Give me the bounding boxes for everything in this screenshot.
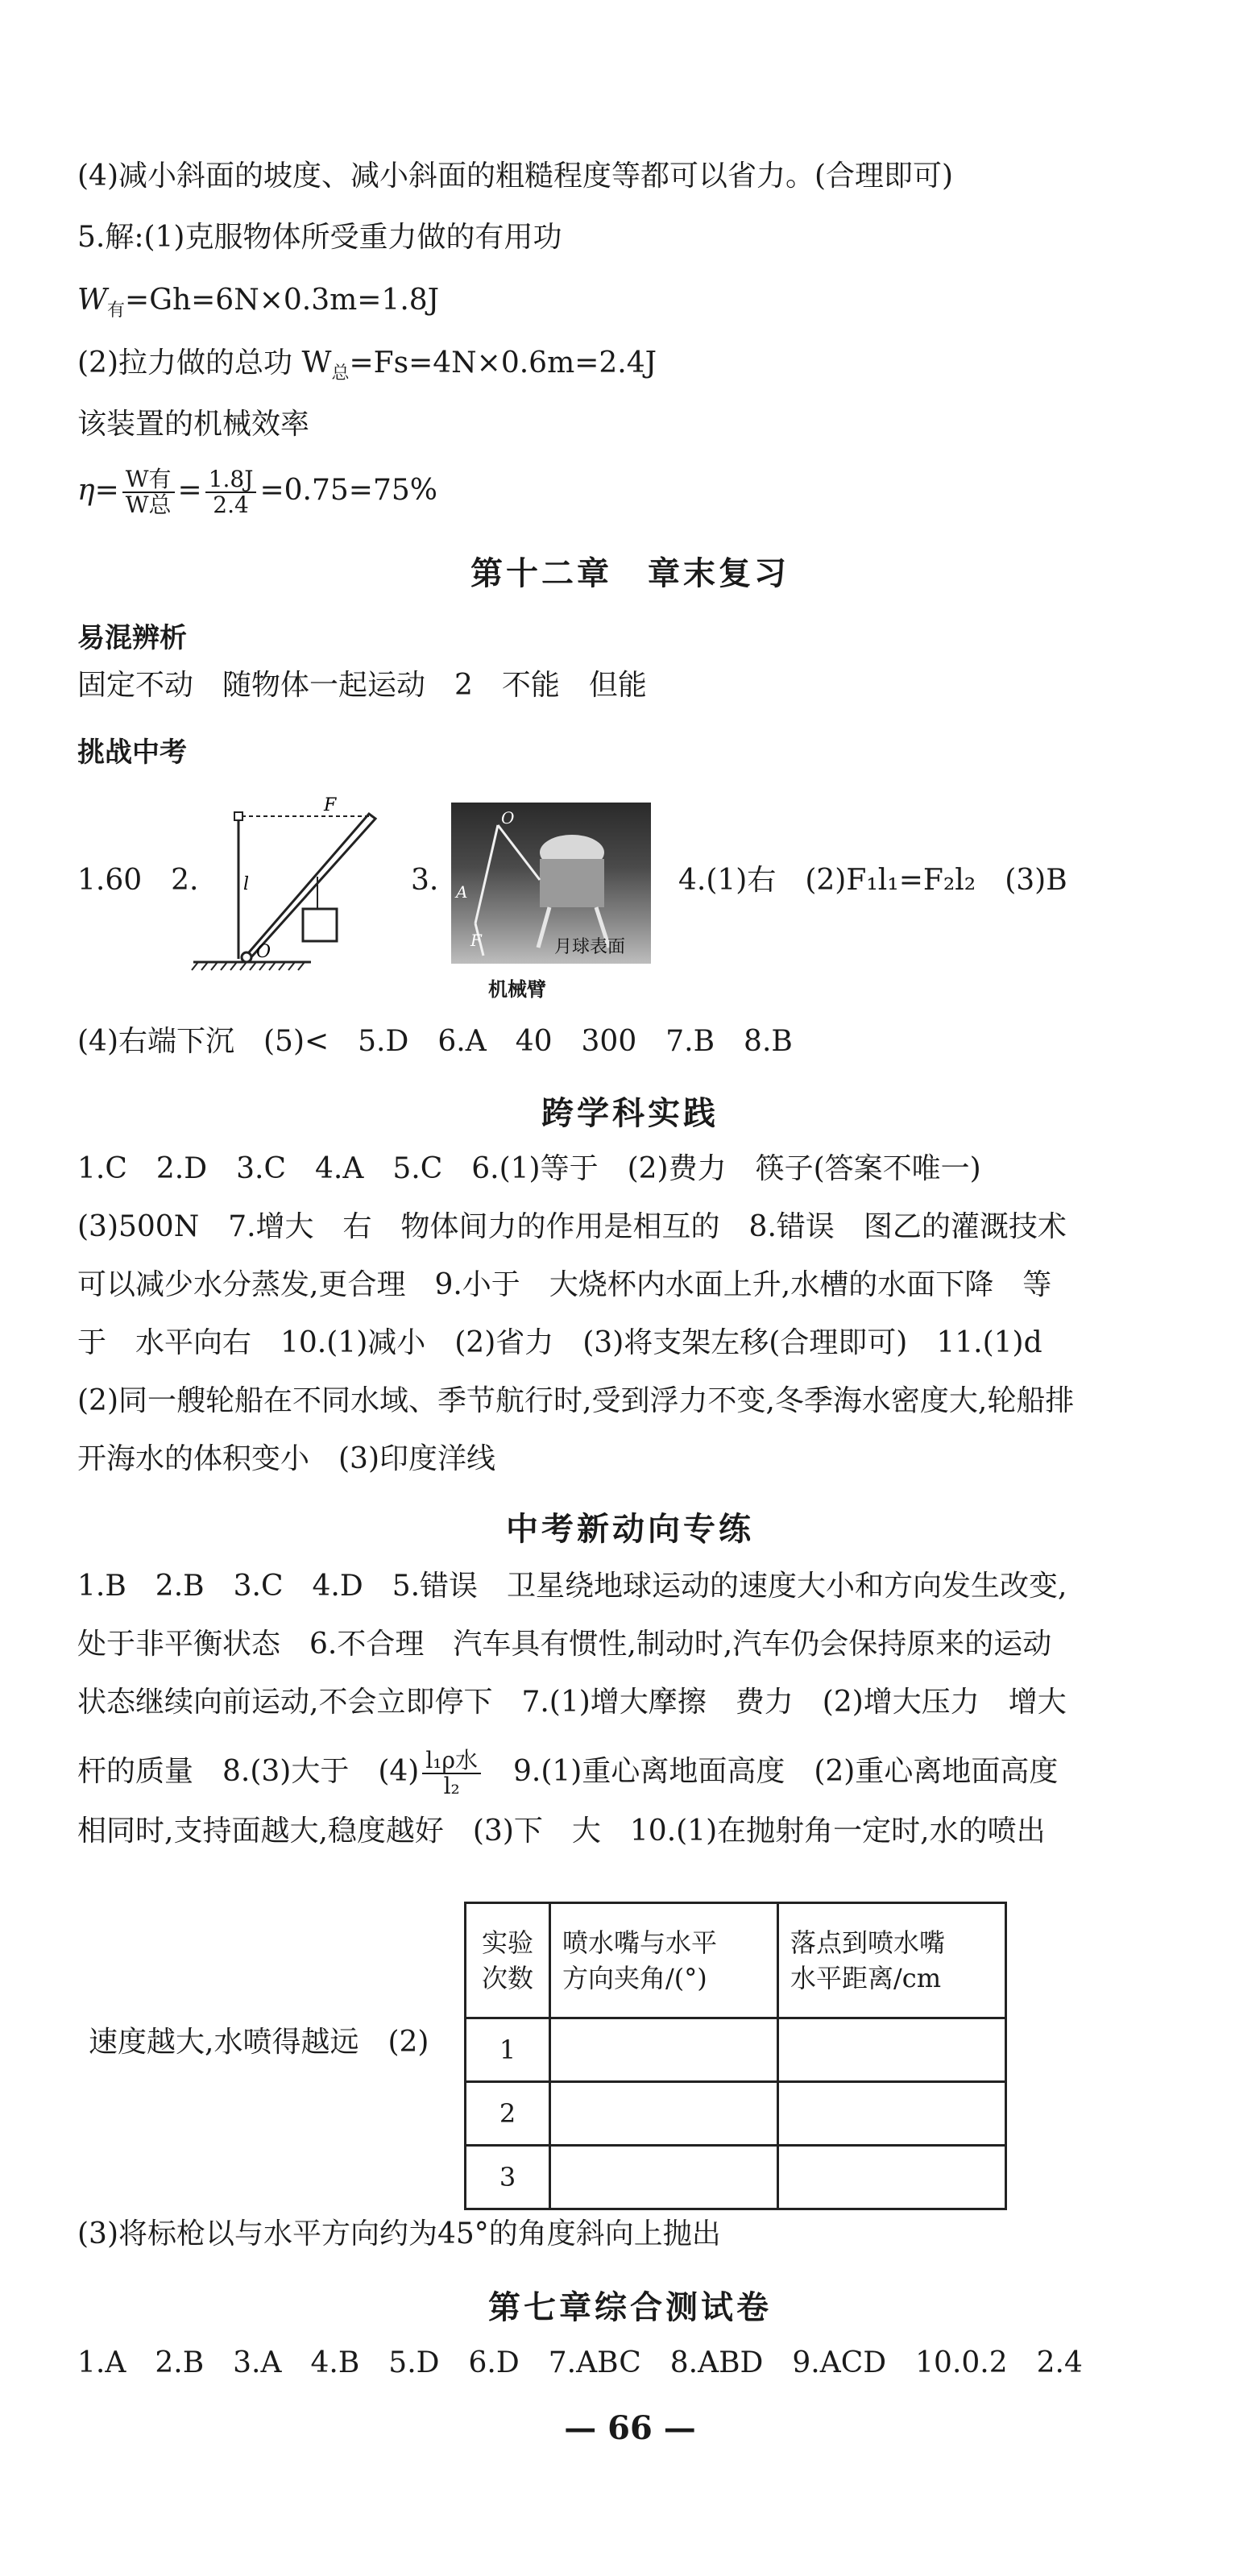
denominator: 2.4	[213, 492, 249, 518]
numerator: 1.8J	[205, 467, 257, 493]
table-cell: 2	[466, 2082, 550, 2146]
answer-line: 速度越大,水喷得越远 (2)	[89, 2026, 429, 2059]
section-heading: 跨学科实践	[541, 1095, 719, 1132]
fraction	[122, 467, 175, 517]
answer-line: 该装置的机械效率	[77, 408, 310, 441]
answer-line: 处于非平衡状态 6.不合理 汽车具有惯性,制动时,汽车仍会保持原来的运动	[77, 1628, 1052, 1661]
answer-line: 1.A 2.B 3.A 4.B 5.D 6.D 7.ABC 8.ABD 9.ACD 10.0.2 2.4	[77, 2346, 1083, 2379]
lever-diagram	[190, 790, 392, 975]
table-cell: 1	[466, 2018, 550, 2082]
header-line: 水平距离/cm	[790, 1963, 942, 1993]
answer-line: 可以减少水分蒸发,更合理 9.小于 大烧杯内水面上升,水槽的水面下降 等	[77, 1268, 1052, 1301]
table-header-row	[466, 1903, 1006, 2018]
answer-line: 4.(1)右 (2)F₁l₁=F₂l₂ (3)B	[678, 864, 1067, 897]
answer-line: (4)减小斜面的坡度、减小斜面的粗糙程度等都可以省力。(合理即可)	[77, 160, 954, 193]
section-heading: 中考新动向专练	[506, 1511, 754, 1548]
text-segment: 9.(1)重心离地面高度 (2)重心离地面高度	[484, 1755, 1059, 1788]
fraction	[422, 1748, 481, 1798]
text-segment: 杆的质量 8.(3)大于 (4)	[77, 1755, 420, 1788]
answer-line: (2)同一艘轮船在不同水域、季节航行时,受到浮力不变,冬季海水密度大,轮船排	[77, 1384, 1075, 1417]
subsection-heading: 易混辨析	[77, 622, 187, 654]
formula-rest: =0.75=75%	[259, 474, 437, 507]
symbol-w: W	[77, 284, 108, 317]
table-cell	[778, 2018, 1006, 2082]
equals: =	[177, 474, 202, 507]
photo-label-o: O	[501, 808, 515, 828]
numerator: W有	[122, 467, 175, 493]
answer-line: (4)右端下沉 (5)< 5.D 6.A 40 300 7.B 8.B	[77, 1025, 793, 1058]
header-line: 次数	[481, 1963, 533, 1993]
subscript: 有	[107, 301, 126, 321]
table-header-cell	[466, 1903, 550, 2018]
table-row	[466, 2082, 1006, 2146]
arm-label: l	[243, 874, 250, 894]
header-line: 喷水嘴与水平	[562, 1927, 718, 1958]
table-header-cell	[778, 1903, 1006, 2018]
table-cell	[778, 2146, 1006, 2209]
answer-line: (3)将标枪以与水平方向约为45°的角度斜向上抛出	[77, 2217, 721, 2250]
pivot	[242, 952, 251, 962]
formula-efficiency	[77, 467, 437, 517]
eta-symbol: η=	[77, 474, 119, 507]
formula-total-work	[77, 345, 657, 392]
fraction	[205, 467, 257, 517]
photo-caption: 机械臂	[488, 978, 546, 1001]
photo-overlay	[451, 803, 651, 964]
section-heading: 第七章综合测试卷	[488, 2289, 772, 2326]
answer-line: 状态继续向前运动,不会立即停下 7.(1)增大摩擦 费力 (2)增大压力 增大	[77, 1686, 1067, 1719]
denominator: l₂	[443, 1773, 460, 1799]
answer-line: 开海水的体积变小 (3)印度洋线	[77, 1442, 495, 1475]
header-line: 方向夹角/(°)	[562, 1963, 707, 1993]
lunar-robot-arm-photo	[451, 803, 651, 964]
answer-line: 于 水平向右 10.(1)减小 (2)省力 (3)将支架左移(合理即可) 11.(1)d	[77, 1326, 1042, 1359]
numerator: l₁ρ水	[422, 1748, 481, 1774]
subsection-heading: 挑战中考	[77, 736, 187, 769]
section-heading: 第十二章 章末复习	[470, 555, 790, 592]
table-row	[466, 2146, 1006, 2209]
answer-line: 固定不动 随物体一起运动 2 不能 但能	[77, 669, 647, 702]
answer-prefix: 3.	[411, 864, 439, 897]
answer-line	[77, 1748, 1058, 1798]
subscript: 总	[331, 363, 350, 384]
header-line: 落点到喷水嘴	[790, 1927, 946, 1958]
table-cell	[778, 2082, 1006, 2146]
header-line: 实验	[481, 1927, 533, 1958]
answer-line: (3)500N 7.增大 右 物体间力的作用是相互的 8.错误 图乙的灌溉技术	[77, 1210, 1067, 1243]
page-number: — 66 —	[564, 2409, 696, 2447]
photo-label-a: A	[456, 882, 468, 902]
answer-prefix: 1.60 2.	[77, 864, 199, 897]
formula-rest: =Fs=4N×0.6m=2.4J	[349, 346, 657, 380]
table-cell	[550, 2018, 778, 2082]
table-row	[466, 2018, 1006, 2082]
table-cell	[550, 2146, 778, 2209]
formula-prefix: (2)拉力做的总功 W	[77, 346, 332, 380]
pivot-label: O	[256, 942, 271, 962]
table-cell	[550, 2082, 778, 2146]
table-cell: 3	[466, 2146, 550, 2209]
table-header-cell	[550, 1903, 778, 2018]
weight-block	[303, 909, 337, 941]
answer-line: 相同时,支持面越大,稳度越好 (3)下 大 10.(1)在抛射角一定时,水的喷出	[77, 1815, 1046, 1848]
photo-label-f: F	[470, 931, 482, 950]
denominator: W总	[125, 492, 172, 518]
experiment-table	[464, 1902, 1007, 2210]
photo-label-surface: 月球表面	[554, 937, 626, 957]
wall-hook	[234, 812, 242, 820]
formula-rest: =Gh=6N×0.3m=1.8J	[125, 284, 440, 317]
formula-useful-work	[77, 282, 439, 330]
answer-line: 5.解:(1)克服物体所受重力做的有用功	[77, 221, 562, 254]
force-label: F	[324, 795, 337, 815]
answer-line: 1.C 2.D 3.C 4.A 5.C 6.(1)等于 (2)费力 筷子(答案不唯一)	[77, 1152, 981, 1185]
answer-line: 1.B 2.B 3.C 4.D 5.错误 卫星绕地球运动的速度大小和方向发生改变,	[77, 1570, 1067, 1603]
